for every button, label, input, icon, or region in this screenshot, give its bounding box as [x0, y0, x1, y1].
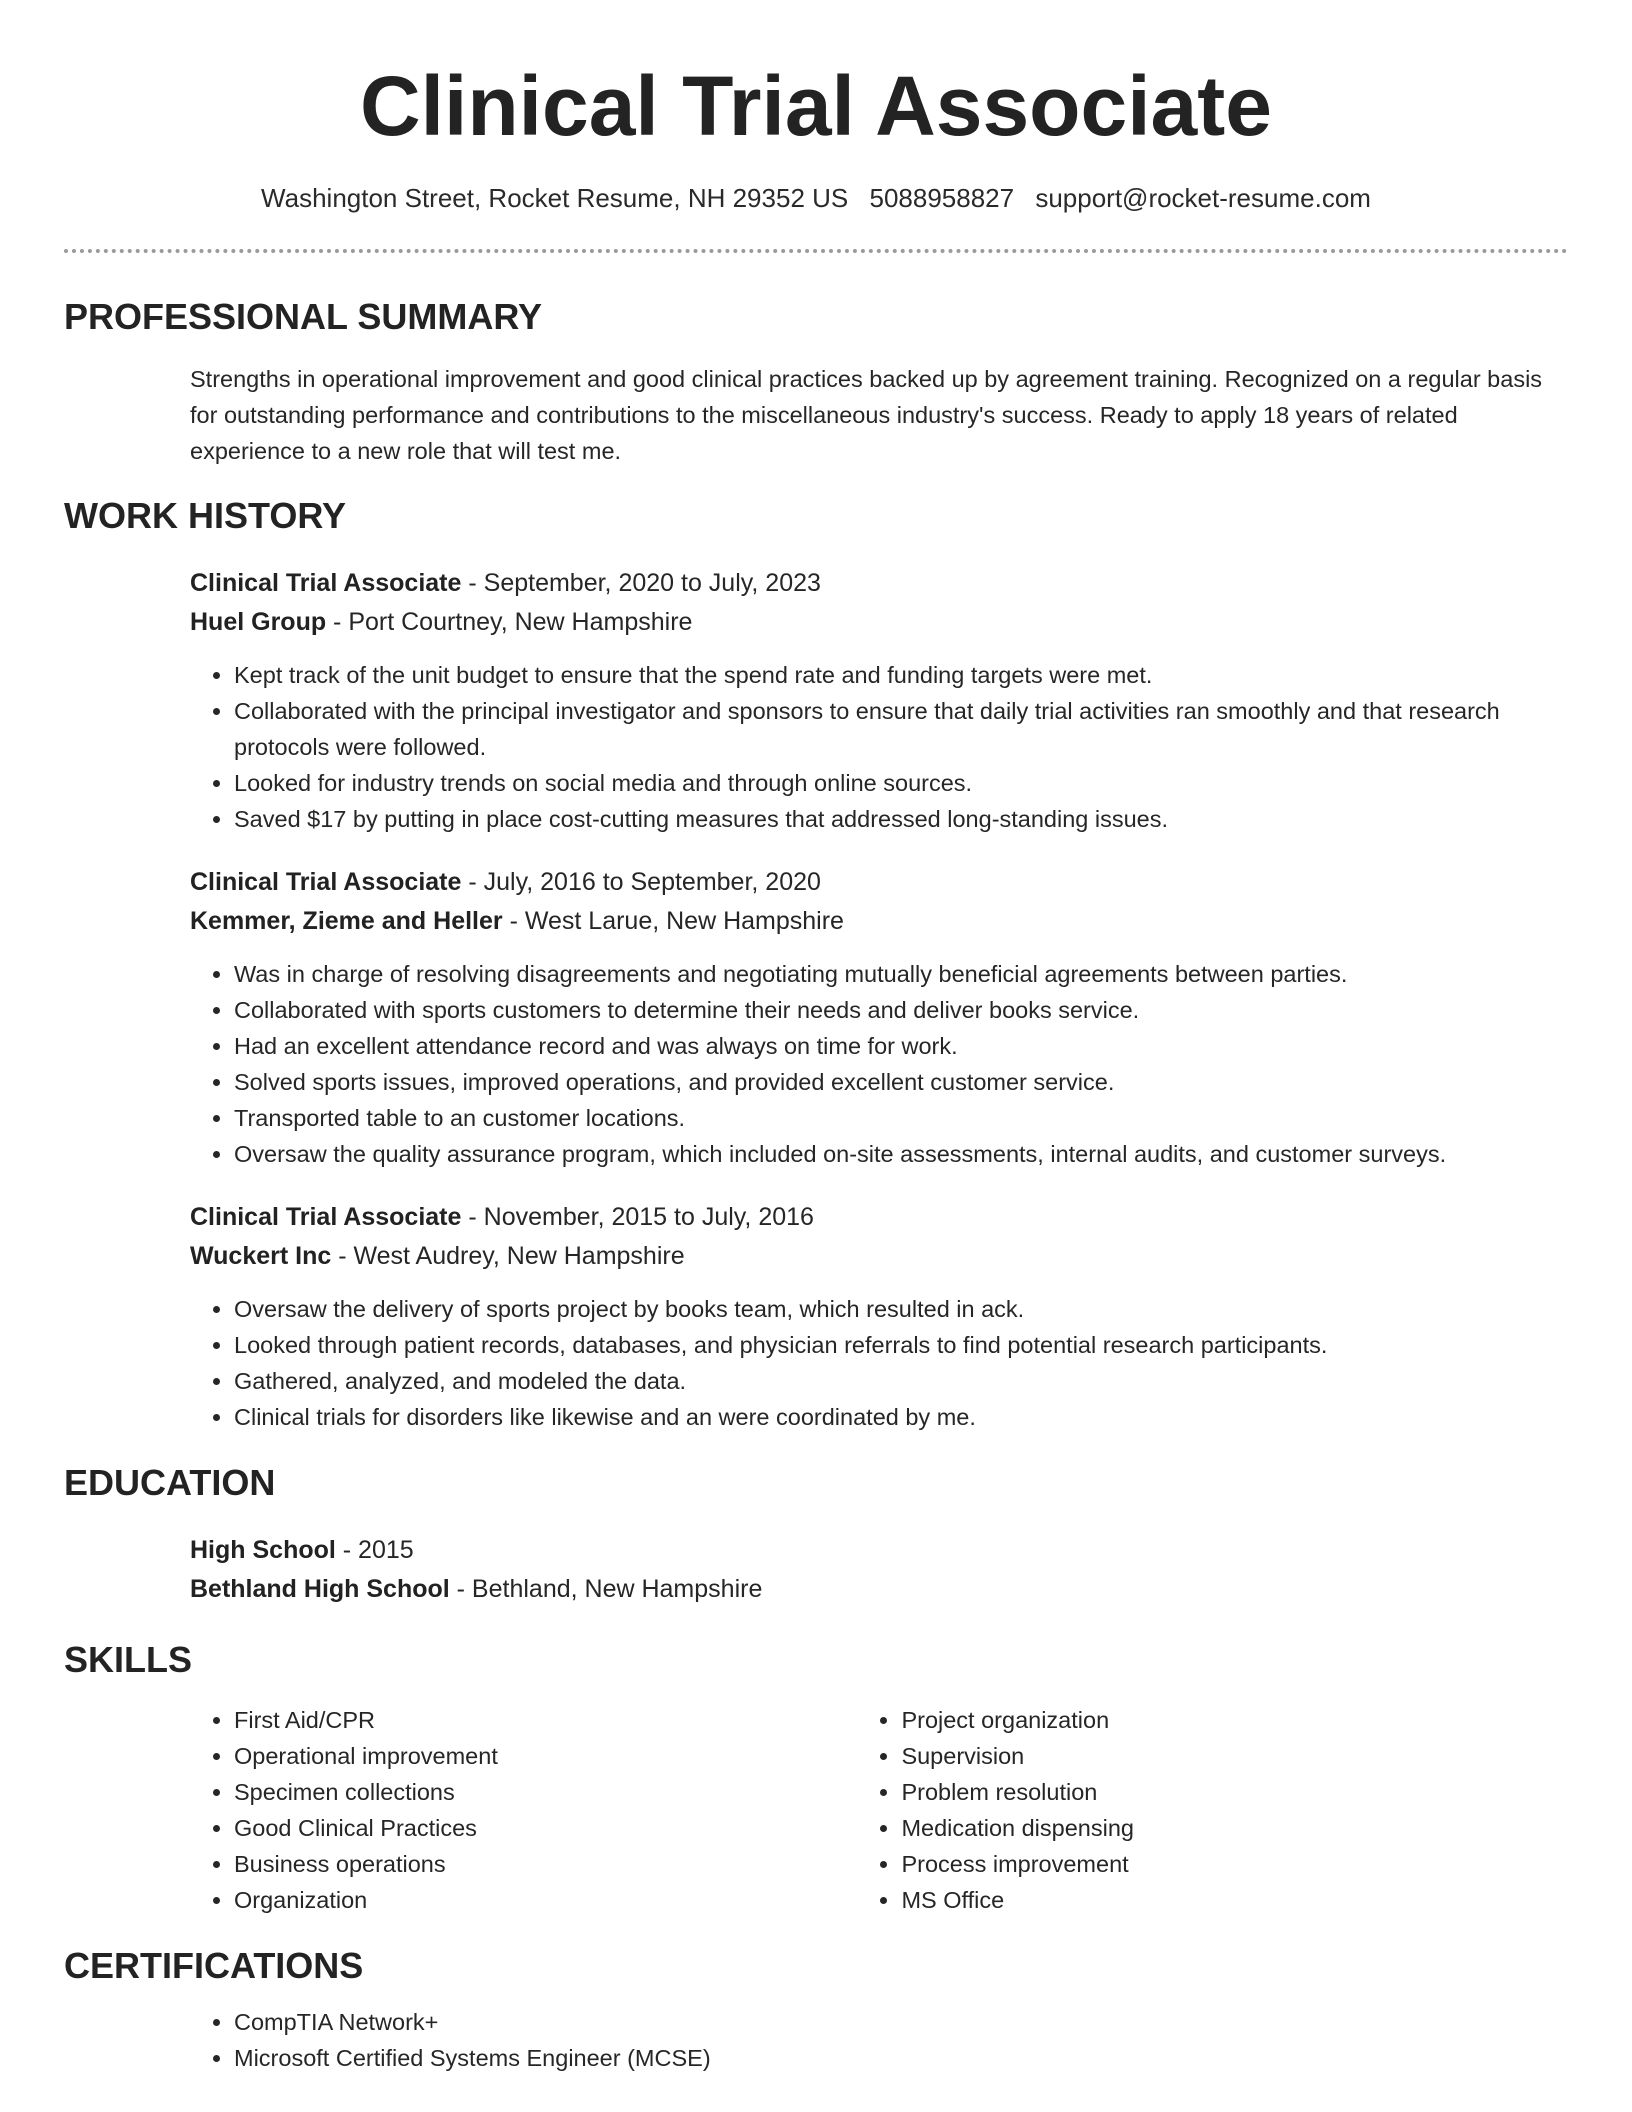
- skills-heading: SKILLS: [64, 1639, 193, 1680]
- resume-page: [64, 0, 1568, 2076]
- list-item: • Oversaw the delivery of sports project by books team, which resulted in ack.: [234, 1291, 1568, 1327]
- job-entry: [190, 863, 1568, 1172]
- list-item: • Kept track of the unit budget to ensure that the spend rate and funding targets were met.: [234, 657, 1568, 693]
- job-company-line: [190, 1237, 1568, 1275]
- certifications-heading: CERTIFICATIONS: [64, 1945, 364, 1986]
- contact-email: support@rocket-resume.com: [1035, 183, 1371, 213]
- job-role: Clinical Trial Associate: [190, 868, 462, 896]
- skill-item: • Good Clinical Practices: [234, 1810, 857, 1846]
- skill-item: • Organization: [234, 1882, 857, 1918]
- list-item: • Gathered, analyzed, and modeled the data.: [234, 1363, 1568, 1399]
- skills-columns: [190, 1702, 1568, 1918]
- list-item: • Had an excellent attendance record and was always on time for work.: [234, 1028, 1568, 1064]
- summary-heading: PROFESSIONAL SUMMARY: [64, 296, 543, 337]
- list-item: • Looked through patient records, databases, and physician referrals to find potential research participants.: [234, 1327, 1568, 1363]
- skill-item: • Medication dispensing: [901, 1810, 1568, 1846]
- skill-item: • Business operations: [234, 1846, 857, 1882]
- list-item: • Solved sports issues, improved operations, and provided excellent customer service.: [234, 1064, 1568, 1100]
- job-company: Kemmer, Zieme and Heller: [190, 907, 503, 935]
- work-history-heading: WORK HISTORY: [64, 495, 347, 536]
- job-company-line: [190, 902, 1568, 940]
- resume-name: Clinical Trial Associate: [360, 59, 1272, 153]
- skill-item: • First Aid/CPR: [234, 1702, 857, 1738]
- summary-text: Strengths in operational improvement and good clinical practices backed up by agreement training. Recognized on a regular basis for outstanding performance and contributions to the miscellaneous industry's success. Ready to apply 18 years of related experience to a new role that will test me.: [190, 366, 1543, 464]
- skill-item: • Process improvement: [901, 1846, 1568, 1882]
- job-title-line: [190, 863, 1568, 901]
- job-location: - West Larue, New Hampshire: [502, 907, 844, 935]
- contact-phone: 5088958827: [869, 183, 1015, 213]
- job-entry: [190, 1198, 1568, 1435]
- contact-address: Washington Street, Rocket Resume, NH 29352 US: [261, 183, 849, 213]
- list-item: • Saved $17 by putting in place cost-cutting measures that addressed long-standing issues.: [234, 801, 1568, 837]
- job-entry: [190, 564, 1568, 837]
- certifications-entry: [190, 2004, 1568, 2076]
- certifications-list: [190, 2004, 1568, 2076]
- list-item: • Clinical trials for disorders like likewise and an were coordinated by me.: [234, 1399, 1568, 1435]
- education-location: - Bethland, New Hampshire: [449, 1575, 763, 1603]
- list-item: • Collaborated with the principal investigator and sponsors to ensure that daily trial activities ran smoothly and that research protocols were followed.: [234, 693, 1568, 765]
- job-company: Wuckert Inc: [190, 1242, 332, 1270]
- skills-right-list: [857, 1702, 1568, 1918]
- header-divider: [64, 249, 1568, 253]
- job-company-line: [190, 603, 1568, 641]
- job-dates: - September, 2020 to July, 2023: [461, 569, 821, 597]
- education-degree-line: [190, 1531, 1568, 1569]
- job-bullets: [190, 657, 1568, 837]
- skill-item: • Problem resolution: [901, 1774, 1568, 1810]
- job-dates: - July, 2016 to September, 2020: [461, 868, 821, 896]
- list-item: • Collaborated with sports customers to determine their needs and deliver books service.: [234, 992, 1568, 1028]
- education-heading: EDUCATION: [64, 1462, 276, 1503]
- job-bullets: [190, 956, 1568, 1172]
- education-entry: [190, 1531, 1568, 1608]
- certification-item: • Microsoft Certified Systems Engineer (MCSE): [234, 2040, 1568, 2076]
- certification-item: • CompTIA Network+: [234, 2004, 1568, 2040]
- education-school: Bethland High School: [190, 1575, 450, 1603]
- job-company: Huel Group: [190, 608, 327, 636]
- job-location: - West Audrey, New Hampshire: [331, 1242, 685, 1270]
- skill-item: • Project organization: [901, 1702, 1568, 1738]
- list-item: • Transported table to an customer locations.: [234, 1100, 1568, 1136]
- list-item: • Oversaw the quality assurance program, which included on-site assessments, internal audits, and customer surveys.: [234, 1136, 1568, 1172]
- skill-item: • MS Office: [901, 1882, 1568, 1918]
- job-role: Clinical Trial Associate: [190, 569, 462, 597]
- list-item: • Was in charge of resolving disagreements and negotiating mutually beneficial agreements between parties.: [234, 956, 1568, 992]
- skill-item: • Operational improvement: [234, 1738, 857, 1774]
- job-role: Clinical Trial Associate: [190, 1203, 462, 1231]
- list-item: • Looked for industry trends on social media and through online sources.: [234, 765, 1568, 801]
- education-degree: High School: [190, 1536, 336, 1564]
- job-title-line: [190, 564, 1568, 602]
- skill-item: • Specimen collections: [234, 1774, 857, 1810]
- job-title-line: [190, 1198, 1568, 1236]
- education-year: - 2015: [335, 1536, 414, 1564]
- job-dates: - November, 2015 to July, 2016: [461, 1203, 814, 1231]
- education-school-line: [190, 1570, 1568, 1608]
- job-location: - Port Courtney, New Hampshire: [326, 608, 693, 636]
- skills-left-list: [190, 1702, 857, 1918]
- job-bullets: [190, 1291, 1568, 1435]
- skill-item: • Supervision: [901, 1738, 1568, 1774]
- contact-line: [64, 181, 1568, 215]
